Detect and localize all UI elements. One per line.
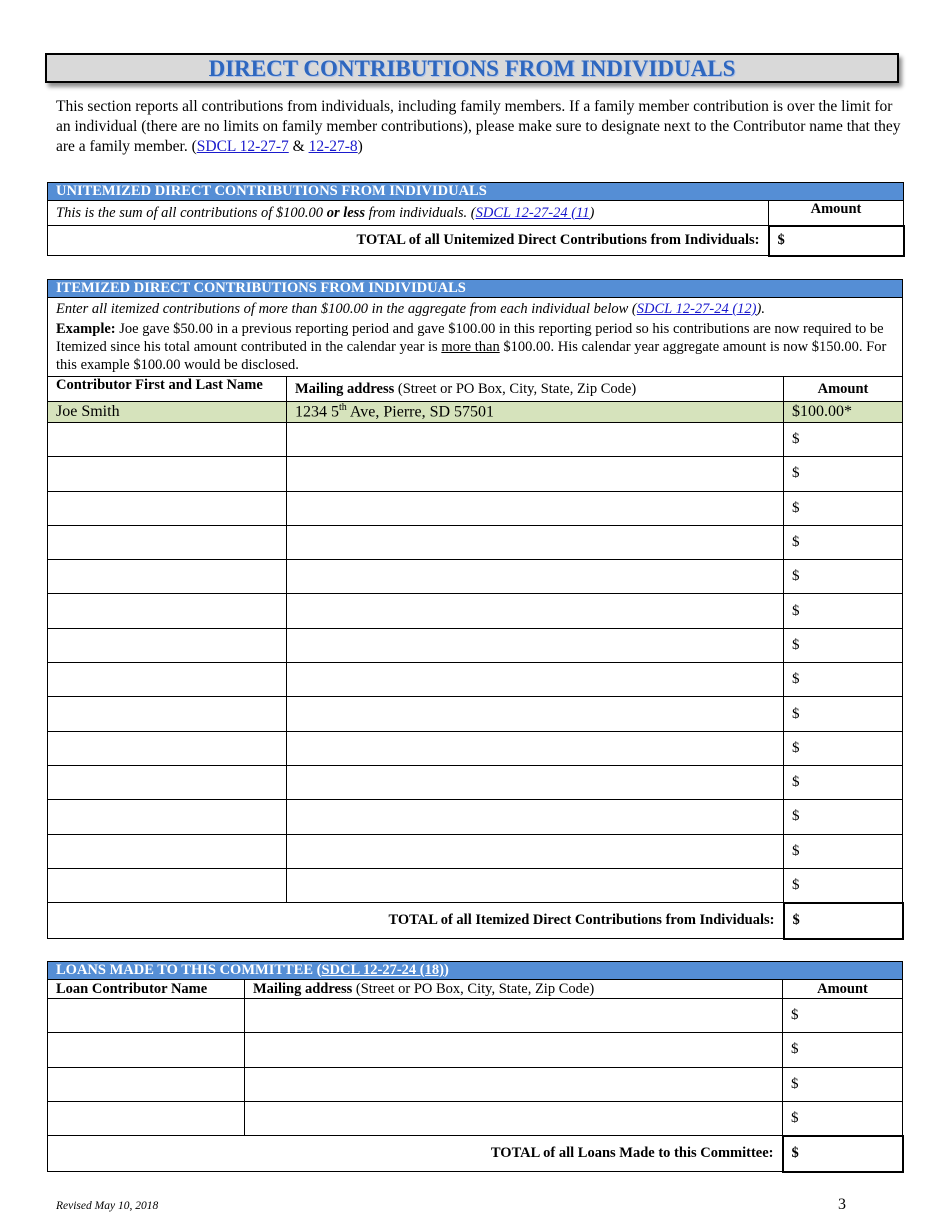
sdcl-12-27-24-12-link[interactable]: SDCL 12-27-24 (12) [636, 301, 757, 317]
loans-header [48, 962, 903, 980]
itemized-total-field[interactable]: $ [784, 903, 903, 939]
loan-entry-amount-cell[interactable]: $ [783, 1067, 903, 1101]
itemized-entry-name-cell[interactable] [48, 800, 287, 834]
itemized-entry-rows [48, 423, 903, 903]
itemized-entry-name-cell[interactable] [48, 560, 287, 594]
itemized-entry-address-cell[interactable] [287, 491, 784, 525]
loan-entry-address-cell[interactable] [245, 1101, 783, 1135]
intro-text: This section reports all contributions from individuals, including family members. If a family member contribution is over the limit for an individual (there are no limits on family member contributions), please make sure to designate next to the Contributor name that they are a family member. [56, 98, 901, 155]
example-row [48, 402, 903, 423]
itemized-example-note [56, 320, 894, 376]
loan-entry-amount-cell[interactable]: $ [783, 1101, 903, 1135]
itemized-instructions [48, 298, 903, 377]
itemized-entry-amount-cell[interactable]: $ [784, 800, 903, 834]
col-address-bold: Mailing address [295, 380, 395, 397]
unitemized-amount-header: Amount [769, 201, 904, 226]
loan-entry-name-cell[interactable] [48, 999, 245, 1033]
intro-paragraph [56, 97, 902, 157]
itemized-instruction-pre: Enter all itemized contributions of more than $100.00 in the aggregate from each individual below ( [56, 301, 637, 317]
itemized-entry-name-cell[interactable] [48, 423, 287, 457]
revised-date: Revised May 10, 2018 [56, 1200, 159, 1212]
loans-total-field[interactable]: $ [783, 1136, 903, 1172]
itemized-entry-row [48, 423, 903, 457]
itemized-entry-amount-cell[interactable]: $ [784, 560, 903, 594]
loan-entry-amount-cell[interactable]: $ [783, 1033, 903, 1067]
unitemized-header: UNITEMIZED DIRECT CONTRIBUTIONS FROM INDIVIDUALS [48, 183, 904, 201]
itemized-entry-row [48, 663, 903, 697]
unitemized-table [47, 182, 905, 257]
loan-entry-row [48, 1067, 903, 1101]
itemized-instruction-line [56, 300, 894, 318]
loans-col-address-rest: (Street or PO Box, City, State, Zip Code) [352, 980, 595, 997]
sdcl-12-27-24-18-link[interactable]: SDCL 12-27-24 (18) [321, 962, 444, 978]
loan-entry-address-cell[interactable] [245, 1067, 783, 1101]
loans-header-pre: LOANS MADE TO THIS COMMITTEE ( [56, 962, 322, 978]
loans-total-label: TOTAL of all Loans Made to this Committee: [48, 1136, 783, 1172]
intro-paren-open: ( [191, 138, 197, 155]
itemized-entry-name-cell[interactable] [48, 834, 287, 868]
col-address-rest: (Street or PO Box, City, State, Zip Code) [394, 380, 637, 397]
loans-table [47, 961, 904, 1173]
itemized-entry-address-cell[interactable] [287, 594, 784, 628]
itemized-entry-amount-cell[interactable]: $ [784, 697, 903, 731]
itemized-entry-address-cell[interactable] [287, 663, 784, 697]
unitemized-note-end: ) [589, 204, 595, 221]
example-underlined: more than [441, 339, 500, 355]
loan-entry-name-cell[interactable] [48, 1067, 245, 1101]
itemized-total-label: TOTAL of all Itemized Direct Contributions from Individuals: [48, 903, 784, 939]
itemized-entry-amount-cell[interactable]: $ [784, 765, 903, 799]
col-header-contributor-name: Contributor First and Last Name [48, 377, 287, 402]
itemized-entry-name-cell[interactable] [48, 594, 287, 628]
itemized-entry-name-cell[interactable] [48, 765, 287, 799]
itemized-entry-row [48, 525, 903, 559]
itemized-entry-row [48, 491, 903, 525]
loans-col-header-name: Loan Contributor Name [48, 980, 245, 999]
section-title-box [45, 53, 899, 83]
itemized-entry-address-cell[interactable] [287, 560, 784, 594]
itemized-header: ITEMIZED DIRECT CONTRIBUTIONS FROM INDIVIDUALS [48, 280, 903, 298]
itemized-entry-address-cell[interactable] [287, 800, 784, 834]
itemized-instruction-end: ). [756, 301, 765, 317]
itemized-entry-row [48, 868, 903, 902]
itemized-entry-name-cell[interactable] [48, 491, 287, 525]
itemized-entry-address-cell[interactable] [287, 457, 784, 491]
example-label: Example: [56, 321, 116, 337]
loan-entry-row [48, 1101, 903, 1135]
loan-entry-row [48, 999, 903, 1033]
itemized-entry-name-cell[interactable] [48, 731, 287, 765]
example-address-pre: 1234 5 [295, 403, 339, 421]
loans-col-header-amount: Amount [783, 980, 903, 999]
itemized-entry-row [48, 697, 903, 731]
itemized-table [47, 279, 904, 940]
itemized-entry-amount-cell[interactable]: $ [784, 525, 903, 559]
example-text-1: Joe gave $50.00 in a previous reporting period and gave $100.00 in this reporting period so his contributions are now required to be Itemized since his total amount contributed in the calendar year is [56, 321, 884, 355]
itemized-entry-row [48, 800, 903, 834]
unitemized-total-field[interactable]: $ [769, 226, 904, 256]
example-address-post: Ave, Pierre, SD 57501 [346, 403, 495, 421]
unitemized-note [48, 201, 769, 226]
loans-header-end: ) [443, 962, 449, 978]
itemized-entry-amount-cell[interactable]: $ [784, 457, 903, 491]
example-row-name: Joe Smith [48, 402, 287, 423]
unitemized-note-bold: or less [326, 204, 365, 221]
itemized-entry-amount-cell[interactable]: $ [784, 663, 903, 697]
itemized-entry-address-cell[interactable] [287, 868, 784, 902]
itemized-entry-name-cell[interactable] [48, 628, 287, 662]
sdcl-12-27-7-link[interactable]: SDCL 12-27-7 [196, 138, 289, 155]
intro-amp: & [288, 138, 309, 155]
loan-entry-row [48, 1033, 903, 1067]
unitemized-note-post: from individuals. ( [364, 204, 476, 221]
itemized-entry-row [48, 594, 903, 628]
itemized-entry-amount-cell[interactable]: $ [784, 423, 903, 457]
itemized-entry-address-cell[interactable] [287, 731, 784, 765]
itemized-entry-row [48, 628, 903, 662]
sdcl-12-27-8-link[interactable]: 12-27-8 [308, 138, 358, 155]
intro-paren-close: ) [357, 138, 363, 155]
itemized-entry-address-cell[interactable] [287, 525, 784, 559]
itemized-entry-address-cell[interactable] [287, 628, 784, 662]
itemized-entry-amount-cell[interactable]: $ [784, 491, 903, 525]
itemized-entry-name-cell[interactable] [48, 868, 287, 902]
itemized-entry-amount-cell[interactable]: $ [784, 594, 903, 628]
example-row-address [287, 402, 784, 423]
itemized-entry-address-cell[interactable] [287, 423, 784, 457]
itemized-entry-amount-cell[interactable]: $ [784, 834, 903, 868]
itemized-entry-address-cell[interactable] [287, 834, 784, 868]
unitemized-note-pre: This is the sum of all contributions of $100.00 [56, 204, 327, 221]
col-header-amount: Amount [784, 377, 903, 402]
loan-entry-address-cell[interactable] [245, 1033, 783, 1067]
page-number: 3 [838, 1196, 846, 1213]
col-header-mailing-address [287, 377, 784, 402]
itemized-entry-row [48, 834, 903, 868]
itemized-entry-amount-cell[interactable]: $ [784, 628, 903, 662]
itemized-entry-row [48, 457, 903, 491]
loan-entry-rows [48, 999, 903, 1136]
loans-col-address-bold: Mailing address [253, 980, 353, 997]
itemized-entry-row [48, 765, 903, 799]
loan-entry-name-cell[interactable] [48, 1033, 245, 1067]
loans-col-header-address [245, 980, 783, 999]
itemized-entry-address-cell[interactable] [287, 765, 784, 799]
sdcl-12-27-24-11-link[interactable]: SDCL 12-27-24 (11 [475, 204, 590, 221]
page-title: DIRECT CONTRIBUTIONS FROM INDIVIDUALS [208, 56, 736, 81]
itemized-entry-address-cell[interactable] [287, 697, 784, 731]
itemized-entry-amount-cell[interactable]: $ [784, 731, 903, 765]
unitemized-total-label: TOTAL of all Unitemized Direct Contributions from Individuals: [48, 226, 769, 256]
itemized-entry-name-cell[interactable] [48, 697, 287, 731]
example-address-sup: th [339, 402, 347, 414]
itemized-entry-name-cell[interactable] [48, 525, 287, 559]
itemized-entry-row [48, 560, 903, 594]
loan-entry-name-cell[interactable] [48, 1101, 245, 1135]
example-text-2: $100.00. His calendar year aggregate amount is now $150.00. For this example $100.00 would be disclosed. [56, 339, 887, 373]
loan-entry-amount-cell[interactable]: $ [783, 999, 903, 1033]
example-row-amount: $100.00* [784, 402, 903, 423]
itemized-entry-name-cell[interactable] [48, 663, 287, 697]
itemized-entry-row [48, 731, 903, 765]
loan-entry-address-cell[interactable] [245, 999, 783, 1033]
itemized-entry-amount-cell[interactable]: $ [784, 868, 903, 902]
itemized-entry-name-cell[interactable] [48, 457, 287, 491]
